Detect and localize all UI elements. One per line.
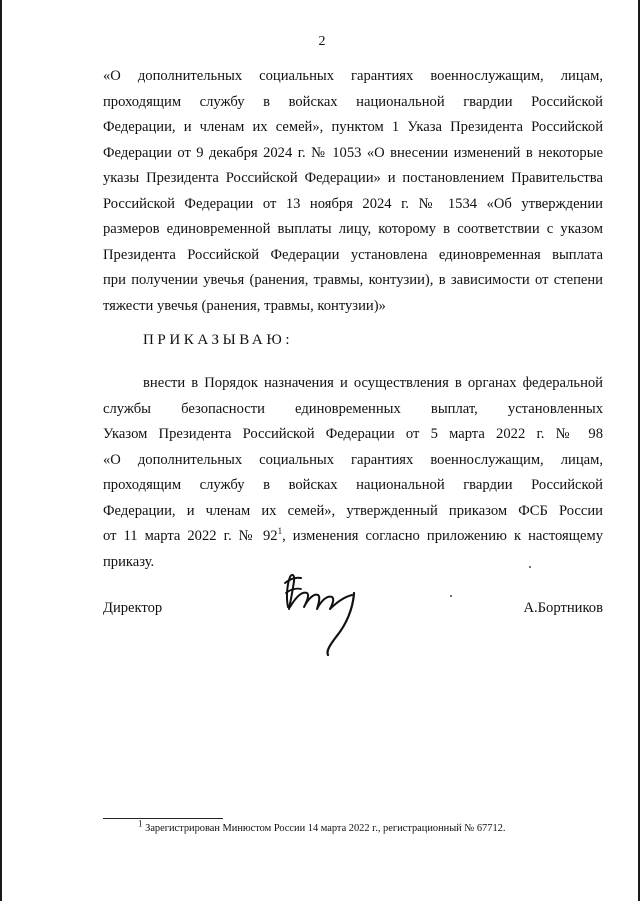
- preamble-line: «О дополнительных социальных гарантиях военнослужащим, лицам,: [103, 68, 603, 84]
- order-line: «О дополнительных социальных гарантиях военнослужащим, лицам,: [103, 451, 603, 468]
- order-line: внести в Порядок назначения и осуществления в органах федеральной: [143, 375, 603, 391]
- footnote-separator: [103, 818, 223, 819]
- signer-title: Директор: [103, 600, 163, 616]
- order-line-text: от 11 марта 2022 г. № 92: [103, 528, 278, 544]
- order-heading: ПРИКАЗЫВАЮ:: [143, 332, 294, 348]
- handwritten-signature-icon: [274, 567, 369, 659]
- preamble-line: проходящим службу в войсках национальной гвардии Российской: [103, 93, 603, 110]
- preamble-line: Федерации, и членам их семей», пунктом 1 Указа Президента Российской: [103, 119, 603, 135]
- preamble-paragraph: [103, 64, 603, 319]
- order-line: проходящим службу в войсках национальной гвардии Российской: [103, 477, 603, 493]
- preamble-line: Президента Российской Федерации установлена единовременная выплата: [103, 246, 603, 263]
- footnote-reference[interactable]: 1: [277, 526, 283, 537]
- order-line-text: , изменения согласно приложению к настоящему: [282, 528, 604, 544]
- preamble-line: указы Президента Российской Федерации» и постановлением Правительства: [103, 170, 603, 186]
- order-line: приказу.: [103, 553, 155, 570]
- preamble-line: Российской Федерации от 13 ноября 2024 г. № 1534 «Об утверждении: [103, 195, 603, 212]
- footnote: [138, 818, 506, 834]
- order-line: Федерации, и членам их семей», утвержденный приказом ФСБ России: [103, 502, 603, 519]
- footnote-marker: 1: [138, 818, 143, 829]
- footnote-text: Зарегистрирован Минюстом России 14 марта 2022 г., регистрационный № 67712.: [145, 823, 506, 834]
- order-line: [103, 524, 603, 550]
- order-line: Указом Президента Российской Федерации от 5 марта 2022 г. № 98: [103, 426, 603, 442]
- order-paragraph: [103, 371, 603, 575]
- preamble-line: при получении увечья (ранения, травмы, контузии), в зависимости от степени: [103, 272, 603, 288]
- preamble-line: размеров единовременной выплаты лицу, которому в соответствии с указом: [103, 221, 603, 237]
- signer-name: А.Бортников: [523, 600, 603, 616]
- scan-artifact: [529, 566, 531, 568]
- preamble-line: Федерации от 9 декабря 2024 г. № 1053 «О внесении изменений в некоторые: [103, 144, 603, 161]
- scan-artifact: [450, 595, 452, 597]
- page-number: 2: [318, 34, 326, 49]
- order-line: службы безопасности единовременных выплат, установленных: [103, 400, 603, 417]
- preamble-line: тяжести увечья (ранения, травмы, контузии)»: [103, 297, 386, 314]
